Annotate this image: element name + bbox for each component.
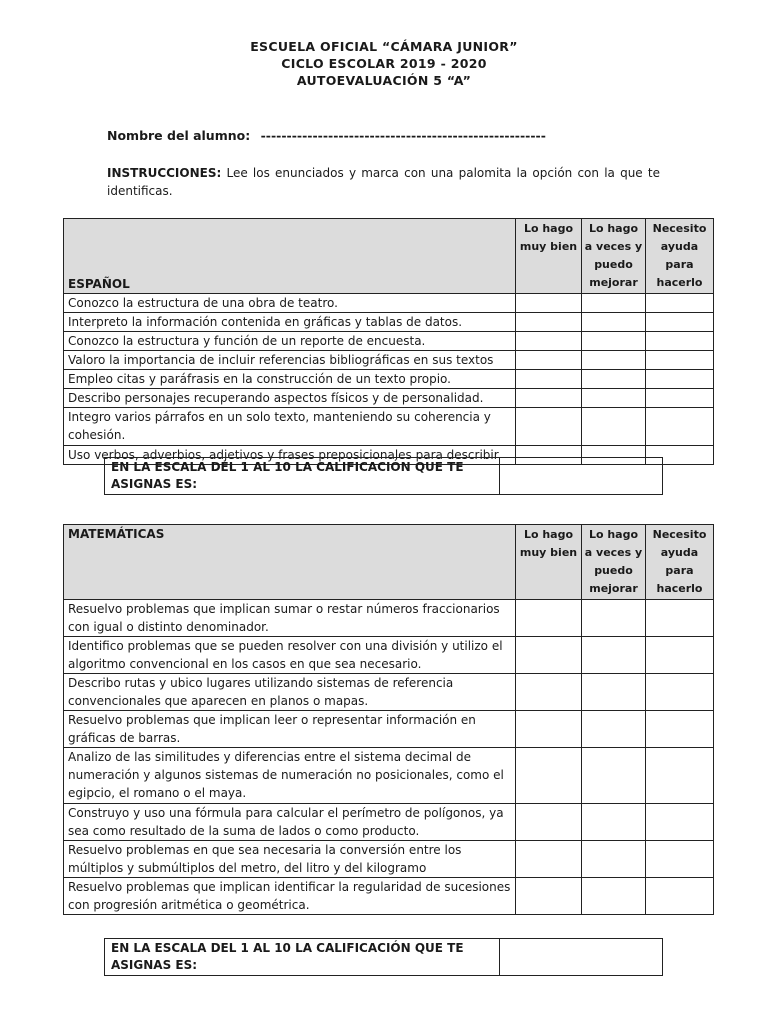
table-row — [64, 408, 714, 446]
table-row — [64, 351, 714, 370]
mark-sometimes-cell[interactable] — [582, 711, 646, 748]
mark-need-help-cell[interactable] — [646, 841, 714, 878]
option-sometimes: Lo hago a veces y puedo mejorar — [582, 525, 646, 600]
matematicas-grade-label: EN LA ESCALA DEL 1 AL 10 LA CALIFICACIÓN QUE TE ASIGNAS ES: — [105, 939, 500, 976]
table-row — [64, 804, 714, 841]
statement-text: Resuelvo problemas en que sea necesaria la conversión entre los múltiplos y submúltiplos del metro, del litro y del kilogramo — [64, 841, 516, 878]
mark-sometimes-cell[interactable] — [582, 294, 646, 313]
mark-sometimes-cell[interactable] — [582, 841, 646, 878]
mark-need-help-cell[interactable] — [646, 332, 714, 351]
espanol-table — [63, 218, 714, 465]
table-row — [64, 711, 714, 748]
mark-need-help-cell[interactable] — [646, 600, 714, 637]
option-very-well: Lo hago muy bien — [516, 219, 582, 294]
mark-need-help-cell[interactable] — [646, 748, 714, 804]
mark-sometimes-cell[interactable] — [582, 637, 646, 674]
table-row — [64, 637, 714, 674]
statement-text: Identifico problemas que se pueden resolver con una división y utilizo el algoritmo convencional en los casos en que sea necesario. — [64, 637, 516, 674]
matematicas-header-row — [64, 525, 714, 600]
mark-sometimes-cell[interactable] — [582, 748, 646, 804]
mark-sometimes-cell[interactable] — [582, 370, 646, 389]
table-row — [64, 878, 714, 915]
option-very-well: Lo hago muy bien — [516, 525, 582, 600]
espanol-title: ESPAÑOL — [64, 219, 516, 294]
mark-sometimes-cell[interactable] — [582, 332, 646, 351]
statement-text: Construyo y uso una fórmula para calcular el perímetro de polígonos, ya sea como resultado de la suma de lados o como producto. — [64, 804, 516, 841]
mark-very-well-cell[interactable] — [516, 637, 582, 674]
statement-text: Analizo de las similitudes y diferencias entre el sistema decimal de numeración y algunos sistemas de numeración no posicionales, como el egipcio, el romano o el maya. — [64, 748, 516, 804]
school-year: CICLO ESCOLAR 2019 - 2020 — [281, 56, 487, 71]
table-row — [64, 370, 714, 389]
mark-very-well-cell[interactable] — [516, 408, 582, 446]
mark-need-help-cell[interactable] — [646, 637, 714, 674]
document-header — [0, 38, 768, 89]
mark-need-help-cell[interactable] — [646, 711, 714, 748]
matematicas-grade-box — [104, 938, 663, 976]
statement-text: Conozco la estructura de una obra de teatro. — [64, 294, 516, 313]
mark-sometimes-cell[interactable] — [582, 313, 646, 332]
mark-need-help-cell[interactable] — [646, 389, 714, 408]
student-name-line — [107, 128, 667, 143]
statement-text: Integro varios párrafos en un solo texto, manteniendo su coherencia y cohesión. — [64, 408, 516, 446]
mark-very-well-cell[interactable] — [516, 841, 582, 878]
mark-very-well-cell[interactable] — [516, 711, 582, 748]
mark-sometimes-cell[interactable] — [582, 674, 646, 711]
mark-very-well-cell[interactable] — [516, 674, 582, 711]
table-row — [64, 600, 714, 637]
table-row — [64, 294, 714, 313]
mark-need-help-cell[interactable] — [646, 408, 714, 446]
matematicas-body — [64, 600, 714, 915]
statement-text: Resuelvo problemas que implican identificar la regularidad de sucesiones con progresión aritmética o geométrica. — [64, 878, 516, 915]
instructions-text: Lee los enunciados y marca con una palomita la opción con la que te identificas. — [107, 166, 660, 198]
option-need-help: Necesito ayuda para hacerlo — [646, 525, 714, 600]
mark-very-well-cell[interactable] — [516, 878, 582, 915]
table-row — [64, 841, 714, 878]
mark-very-well-cell[interactable] — [516, 600, 582, 637]
mark-very-well-cell[interactable] — [516, 748, 582, 804]
statement-text: Empleo citas y paráfrasis en la construcción de un texto propio. — [64, 370, 516, 389]
mark-need-help-cell[interactable] — [646, 878, 714, 915]
statement-text: Conozco la estructura y función de un reporte de encuesta. — [64, 332, 516, 351]
mark-very-well-cell[interactable] — [516, 804, 582, 841]
statement-text: Resuelvo problemas que implican leer o representar información en gráficas de barras. — [64, 711, 516, 748]
mark-sometimes-cell[interactable] — [582, 408, 646, 446]
school-name: ESCUELA OFICIAL “CÁMARA JUNIOR” — [250, 39, 518, 54]
table-row — [64, 389, 714, 408]
option-need-help: Necesito ayuda para hacerlo — [646, 219, 714, 294]
mark-very-well-cell[interactable] — [516, 332, 582, 351]
statement-text: Describo personajes recuperando aspectos físicos y de personalidad. — [64, 389, 516, 408]
statement-text: Describo rutas y ubico lugares utilizando sistemas de referencia convencionales que aparecen en planos o mapas. — [64, 674, 516, 711]
table-row — [64, 748, 714, 804]
mark-sometimes-cell[interactable] — [582, 804, 646, 841]
student-name-blank[interactable]: ------------------------------------------------------- — [260, 128, 546, 143]
statement-text: Uso verbos, adverbios, adjetivos y frases preposicionales para describir — [64, 446, 516, 465]
table-row — [64, 332, 714, 351]
espanol-header-row — [64, 219, 714, 294]
matematicas-title: MATEMÁTICAS — [64, 525, 516, 600]
table-row — [64, 674, 714, 711]
evaluation-title: AUTOEVALUACIÓN 5 “A” — [296, 73, 472, 88]
mark-very-well-cell[interactable] — [516, 351, 582, 370]
mark-sometimes-cell[interactable] — [582, 878, 646, 915]
mark-sometimes-cell[interactable] — [582, 351, 646, 370]
matematicas-grade-input[interactable] — [500, 939, 663, 976]
mark-very-well-cell[interactable] — [516, 389, 582, 408]
mark-very-well-cell[interactable] — [516, 313, 582, 332]
statement-text: Valoro la importancia de incluir referencias bibliográficas en sus textos — [64, 351, 516, 370]
statement-text: Interpreto la información contenida en gráficas y tablas de datos. — [64, 313, 516, 332]
mark-sometimes-cell[interactable] — [582, 389, 646, 408]
option-sometimes: Lo hago a veces y puedo mejorar — [582, 219, 646, 294]
mark-need-help-cell[interactable] — [646, 351, 714, 370]
mark-need-help-cell[interactable] — [646, 674, 714, 711]
mark-need-help-cell[interactable] — [646, 313, 714, 332]
mark-very-well-cell[interactable] — [516, 294, 582, 313]
statement-text: Resuelvo problemas que implican sumar o restar números fraccionarios con igual o distinto denominador. — [64, 600, 516, 637]
espanol-grade-label: EN LA ESCALA DEL 1 AL 10 LA CALIFICACIÓN QUE TE ASIGNAS ES: — [105, 458, 500, 495]
instructions — [107, 164, 660, 200]
mark-need-help-cell[interactable] — [646, 370, 714, 389]
espanol-grade-box — [104, 457, 663, 495]
matematicas-table — [63, 524, 714, 915]
mark-sometimes-cell[interactable] — [582, 600, 646, 637]
mark-very-well-cell[interactable] — [516, 370, 582, 389]
espanol-grade-input[interactable] — [500, 458, 663, 495]
mark-need-help-cell[interactable] — [646, 804, 714, 841]
student-name-label: Nombre del alumno: — [107, 128, 251, 143]
instructions-label: INSTRUCCIONES: — [107, 166, 222, 180]
espanol-body — [64, 294, 714, 465]
table-row — [64, 313, 714, 332]
mark-need-help-cell[interactable] — [646, 294, 714, 313]
